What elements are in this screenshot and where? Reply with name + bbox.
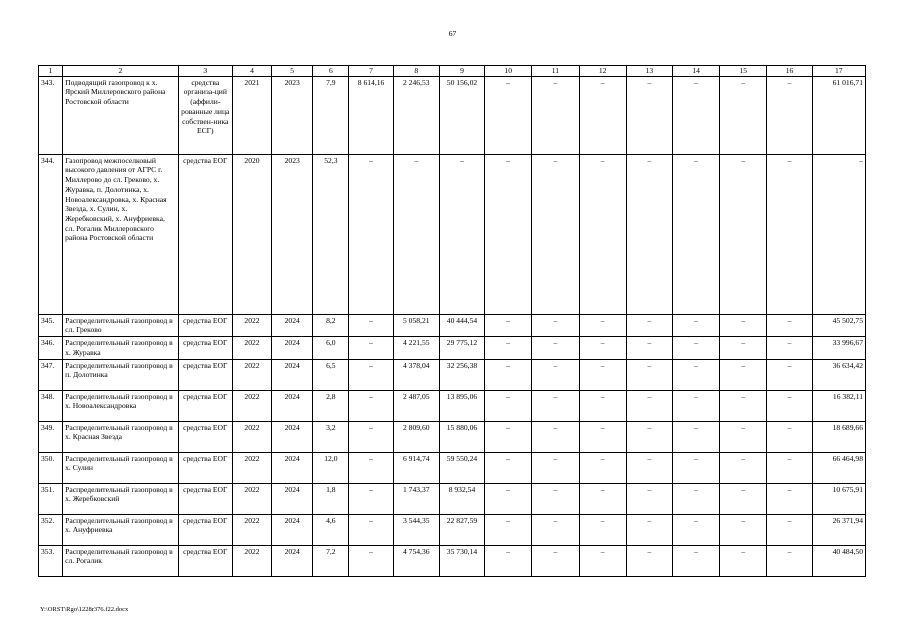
table-cell-name: Распределительный газопровод в сл. Рогалик <box>63 545 179 576</box>
column-header: 1 <box>39 66 63 77</box>
table-cell-v10: – <box>485 154 532 314</box>
table-cell-v10: – <box>485 390 532 421</box>
column-header: 13 <box>626 66 672 77</box>
table-cell-v10: – <box>485 359 532 390</box>
table-cell-v15: – <box>720 314 767 336</box>
table-cell-length: 6,0 <box>313 337 349 359</box>
table-cell-v14: – <box>672 421 719 452</box>
table-cell-total: 40 484,50 <box>812 545 865 576</box>
column-header: 8 <box>393 66 439 77</box>
table-cell-end: 2024 <box>272 545 313 576</box>
table-cell-num: 345. <box>39 314 63 336</box>
table-cell-v10: – <box>485 545 532 576</box>
table-cell-v15: – <box>720 154 767 314</box>
table-cell-v11: – <box>532 421 579 452</box>
table-cell-v13: – <box>626 483 672 514</box>
table-cell-v15: – <box>720 421 767 452</box>
table-cell-v7: – <box>349 314 393 336</box>
table-cell-v9: 59 550,24 <box>439 452 484 483</box>
table-cell-v15: – <box>720 337 767 359</box>
table-cell-total: 18 689,66 <box>812 421 865 452</box>
table-cell-source: средства ЕОГ <box>178 421 232 452</box>
table-cell-v10: – <box>485 76 532 154</box>
table-cell-v11: – <box>532 314 579 336</box>
column-header: 10 <box>485 66 532 77</box>
table-cell-v15: – <box>720 545 767 576</box>
table-cell-num: 351. <box>39 483 63 514</box>
table-cell-v9: 15 880,06 <box>439 421 484 452</box>
table-cell-v7: 8 614,16 <box>349 76 393 154</box>
table-cell-total: 33 996,67 <box>812 337 865 359</box>
column-header: 6 <box>313 66 349 77</box>
table-cell-end: 2023 <box>272 154 313 314</box>
table-cell-end: 2024 <box>272 390 313 421</box>
table-cell-end: 2024 <box>272 514 313 545</box>
column-header: 11 <box>532 66 579 77</box>
table-cell-v16: – <box>767 359 812 390</box>
table-row <box>39 421 866 452</box>
table-cell-name: Распределительный газопровод в х. Жеребковский <box>63 483 179 514</box>
table-cell-name: Газопровод межпоселковый высокого давления от АГРС г. Миллерово до сл. Греково, х. Журавка, п. Долотинка, х. Новоалександровка, х. Красная Звезда, х. Сулин, х. Жеребковский, х. Ануфриевка, сл. Рогалик Миллеровского района Ростовской области <box>63 154 179 314</box>
table-cell-name: Распределительный газопровод в х. Красная Звезда <box>63 421 179 452</box>
table-cell-end: 2024 <box>272 483 313 514</box>
table-cell-v11: – <box>532 545 579 576</box>
column-header: 15 <box>720 66 767 77</box>
table-cell-v12: – <box>579 154 626 314</box>
table-cell-v13: – <box>626 314 672 336</box>
table-cell-v8: 6 914,74 <box>393 452 439 483</box>
table-cell-v16: – <box>767 337 812 359</box>
table-cell-end: 2024 <box>272 314 313 336</box>
table-cell-v13: – <box>626 545 672 576</box>
table-cell-v10: – <box>485 514 532 545</box>
table-cell-v9: 22 827,59 <box>439 514 484 545</box>
table-cell-v16: – <box>767 545 812 576</box>
table-cell-num: 347. <box>39 359 63 390</box>
table-cell-v16: – <box>767 421 812 452</box>
table-cell-total: 10 675,91 <box>812 483 865 514</box>
table-cell-v12: – <box>579 76 626 154</box>
table-cell-start: 2022 <box>232 421 271 452</box>
table-cell-length: 1,8 <box>313 483 349 514</box>
table-cell-v11: – <box>532 390 579 421</box>
table-row <box>39 514 866 545</box>
table-cell-v9: – <box>439 154 484 314</box>
table-cell-v14: – <box>672 314 719 336</box>
table-cell-start: 2022 <box>232 337 271 359</box>
column-header: 17 <box>812 66 865 77</box>
table-cell-start: 2022 <box>232 483 271 514</box>
table-cell-num: 350. <box>39 452 63 483</box>
table-cell-v7: – <box>349 545 393 576</box>
table-cell-num: 343. <box>39 76 63 154</box>
table-cell-v8: 2 246,53 <box>393 76 439 154</box>
table-cell-v10: – <box>485 337 532 359</box>
table-cell-v15: – <box>720 359 767 390</box>
table-cell-v12: – <box>579 545 626 576</box>
table-cell-source: средства ЕОГ <box>178 359 232 390</box>
table-cell-v16: – <box>767 390 812 421</box>
table-cell-v9: 29 775,12 <box>439 337 484 359</box>
table-cell-v15: – <box>720 514 767 545</box>
table-cell-v7: – <box>349 421 393 452</box>
table-cell-end: 2024 <box>272 452 313 483</box>
table-cell-v8: 1 743,37 <box>393 483 439 514</box>
table-cell-v9: 13 895,06 <box>439 390 484 421</box>
table-cell-v9: 50 156,02 <box>439 76 484 154</box>
table-cell-start: 2020 <box>232 154 271 314</box>
table-cell-length: 8,2 <box>313 314 349 336</box>
table-cell-end: 2023 <box>272 76 313 154</box>
table-cell-v15: – <box>720 452 767 483</box>
table-cell-length: 7,9 <box>313 76 349 154</box>
table-cell-v7: – <box>349 483 393 514</box>
table-header-row <box>39 66 866 77</box>
table-cell-v14: – <box>672 514 719 545</box>
table-cell-v14: – <box>672 154 719 314</box>
table-cell-length: 7,2 <box>313 545 349 576</box>
table-cell-start: 2022 <box>232 452 271 483</box>
page-number: 67 <box>448 29 457 38</box>
table-cell-v10: – <box>485 421 532 452</box>
table-cell-v12: – <box>579 359 626 390</box>
table-row <box>39 452 866 483</box>
table-cell-v16: – <box>767 76 812 154</box>
table-cell-v7: – <box>349 359 393 390</box>
table-cell-v11: – <box>532 483 579 514</box>
table-cell-length: 3,2 <box>313 421 349 452</box>
table-cell-v7: – <box>349 154 393 314</box>
table-cell-source: средства ЕОГ <box>178 483 232 514</box>
table-cell-v14: – <box>672 452 719 483</box>
table-cell-name: Распределительный газопровод в х. Новоалександровка <box>63 390 179 421</box>
table-cell-v7: – <box>349 514 393 545</box>
table-cell-source: средства ЕОГ <box>178 545 232 576</box>
table-cell-v16: – <box>767 452 812 483</box>
table-cell-length: 12,0 <box>313 452 349 483</box>
table-cell-source: средства ЕОГ <box>178 154 232 314</box>
table-cell-v12: – <box>579 483 626 514</box>
table-cell-v13: – <box>626 359 672 390</box>
table-cell-v10: – <box>485 314 532 336</box>
table-cell-source: средства организа-ций (аффили-рованные лица собствен-ника ЕСГ) <box>178 76 232 154</box>
table-cell-v8: 4 754,36 <box>393 545 439 576</box>
table-cell-v15: – <box>720 390 767 421</box>
table-cell-v8: 3 544,35 <box>393 514 439 545</box>
table-cell-v7: – <box>349 337 393 359</box>
table-cell-v12: – <box>579 314 626 336</box>
table-row <box>39 483 866 514</box>
table-cell-name: Распределительный газопровод в х. Ануфриевка <box>63 514 179 545</box>
table-cell-v13: – <box>626 337 672 359</box>
table-cell-name: Распределительный газопровод в п. Долотинка <box>63 359 179 390</box>
table-cell-length: 6,5 <box>313 359 349 390</box>
table-cell-v14: – <box>672 483 719 514</box>
table-cell-v16: – <box>767 514 812 545</box>
table-cell-v9: 35 730,14 <box>439 545 484 576</box>
table-cell-source: средства ЕОГ <box>178 514 232 545</box>
table-cell-v8: 2 809,60 <box>393 421 439 452</box>
table-cell-source: средства ЕОГ <box>178 314 232 336</box>
table-cell-v14: – <box>672 359 719 390</box>
table-cell-v11: – <box>532 452 579 483</box>
table-cell-v11: – <box>532 154 579 314</box>
table-cell-v8: 4 378,04 <box>393 359 439 390</box>
table-cell-start: 2022 <box>232 359 271 390</box>
table-cell-end: 2024 <box>272 337 313 359</box>
table-cell-total: 26 371,94 <box>812 514 865 545</box>
table-row <box>39 545 866 576</box>
table-cell-start: 2022 <box>232 390 271 421</box>
table-cell-num: 349. <box>39 421 63 452</box>
table-cell-v9: 40 444,54 <box>439 314 484 336</box>
table-cell-v9: 8 932,54 <box>439 483 484 514</box>
table-cell-v7: – <box>349 390 393 421</box>
table-cell-v16: – <box>767 483 812 514</box>
table-cell-v16: – <box>767 154 812 314</box>
table-cell-start: 2021 <box>232 76 271 154</box>
table-cell-num: 353. <box>39 545 63 576</box>
table-cell-v8: 5 058,21 <box>393 314 439 336</box>
column-header: 9 <box>439 66 484 77</box>
column-header: 7 <box>349 66 393 77</box>
table-cell-start: 2022 <box>232 514 271 545</box>
table-cell-v13: – <box>626 452 672 483</box>
file-path-footer: Y:\ORST\Rgo\1228r376.f22.docx <box>40 606 129 613</box>
table-cell-v14: – <box>672 545 719 576</box>
table-row <box>39 390 866 421</box>
table-cell-total: – <box>812 154 865 314</box>
table-cell-total: 61 016,71 <box>812 76 865 154</box>
table-cell-start: 2022 <box>232 545 271 576</box>
table-cell-total: 36 634,42 <box>812 359 865 390</box>
table-cell-name: Распределительный газопровод в сл. Греково <box>63 314 179 336</box>
table-cell-length: 2,8 <box>313 390 349 421</box>
table-row <box>39 76 866 154</box>
table-row <box>39 359 866 390</box>
table-cell-v12: – <box>579 514 626 545</box>
table-cell-v13: – <box>626 421 672 452</box>
table-cell-v8: 4 221,55 <box>393 337 439 359</box>
table-cell-v14: – <box>672 337 719 359</box>
table-cell-v13: – <box>626 76 672 154</box>
table-cell-v13: – <box>626 514 672 545</box>
table-cell-v14: – <box>672 390 719 421</box>
table-cell-source: средства ЕОГ <box>178 390 232 421</box>
column-header: 3 <box>178 66 232 77</box>
table-cell-source: средства ЕОГ <box>178 452 232 483</box>
table-cell-v15: – <box>720 76 767 154</box>
table-cell-end: 2024 <box>272 421 313 452</box>
table-cell-total: 45 502,75 <box>812 314 865 336</box>
table-cell-v11: – <box>532 76 579 154</box>
table-cell-source: средства ЕОГ <box>178 337 232 359</box>
column-header: 12 <box>579 66 626 77</box>
table-cell-v9: 32 256,38 <box>439 359 484 390</box>
table-cell-end: 2024 <box>272 359 313 390</box>
table-row <box>39 314 866 336</box>
table-cell-v10: – <box>485 452 532 483</box>
table-row <box>39 154 866 314</box>
column-header: 5 <box>272 66 313 77</box>
table-cell-num: 344. <box>39 154 63 314</box>
data-table <box>38 65 866 577</box>
table-cell-num: 346. <box>39 337 63 359</box>
table-row <box>39 337 866 359</box>
table-cell-start: 2022 <box>232 314 271 336</box>
table-cell-total: 16 382,11 <box>812 390 865 421</box>
table-cell-v12: – <box>579 452 626 483</box>
table-cell-v12: – <box>579 421 626 452</box>
table-cell-length: 4,6 <box>313 514 349 545</box>
table-cell-v8: – <box>393 154 439 314</box>
table-cell-v16: – <box>767 314 812 336</box>
table-cell-num: 348. <box>39 390 63 421</box>
table-cell-v8: 2 487,05 <box>393 390 439 421</box>
table-cell-v7: – <box>349 452 393 483</box>
table-cell-name: Распределительный газопровод в х. Журавка <box>63 337 179 359</box>
column-header: 16 <box>767 66 812 77</box>
table-cell-total: 66 464,98 <box>812 452 865 483</box>
table-cell-v14: – <box>672 76 719 154</box>
table-cell-v11: – <box>532 337 579 359</box>
table-cell-v12: – <box>579 337 626 359</box>
table-cell-v15: – <box>720 483 767 514</box>
table-cell-v13: – <box>626 390 672 421</box>
table-cell-v11: – <box>532 514 579 545</box>
column-header: 4 <box>232 66 271 77</box>
table-cell-v12: – <box>579 390 626 421</box>
table-cell-name: Подводящий газопровод к х. Ярский Миллеровского района Ростовской области <box>63 76 179 154</box>
column-header: 2 <box>63 66 179 77</box>
table-cell-num: 352. <box>39 514 63 545</box>
table-cell-length: 52,3 <box>313 154 349 314</box>
table-cell-name: Распределительный газопровод в х. Сулин <box>63 452 179 483</box>
column-header: 14 <box>672 66 719 77</box>
table-cell-v13: – <box>626 154 672 314</box>
table-cell-v11: – <box>532 359 579 390</box>
table-cell-v10: – <box>485 483 532 514</box>
